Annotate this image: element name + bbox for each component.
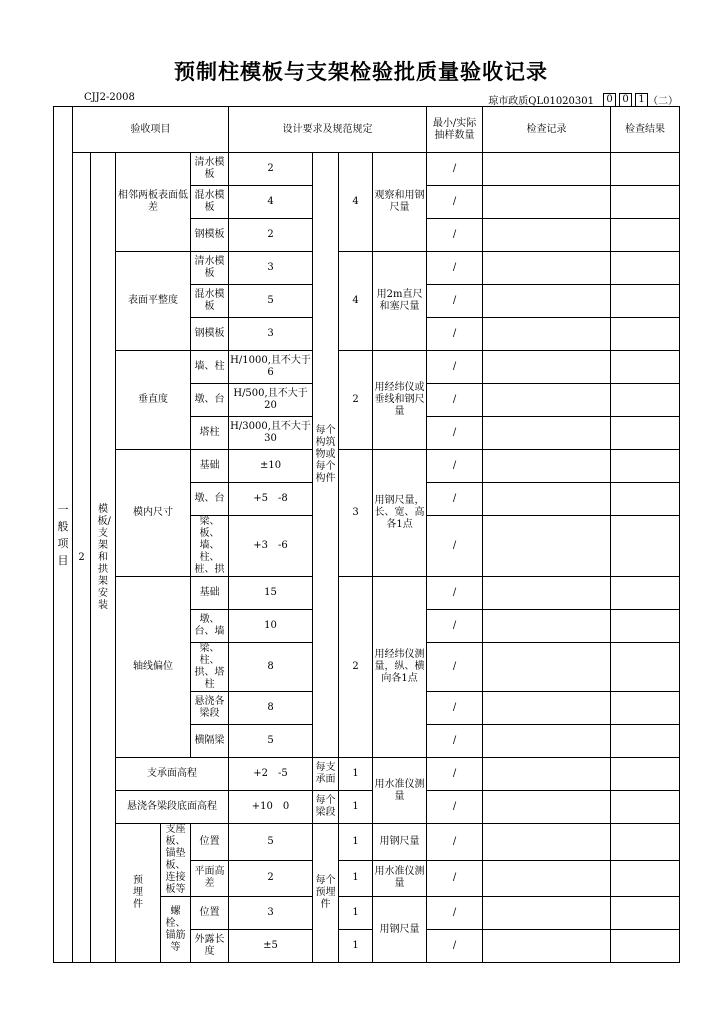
row-12-record[interactable] (483, 516, 611, 577)
row-10-mark: / (427, 450, 483, 483)
count-d: 3 (339, 450, 373, 577)
section-bolt: 螺栓、锚筋等 (161, 897, 191, 963)
row-13-result[interactable] (611, 577, 680, 610)
row-4-item: 清水模板 (191, 252, 229, 285)
row-17-mark: / (427, 725, 483, 758)
row-6-record[interactable] (483, 318, 611, 351)
row-6-result[interactable] (611, 318, 680, 351)
row-16-item: 悬浇各梁段 (191, 692, 229, 725)
row-12-mark: / (427, 516, 483, 577)
count-a: 4 (339, 153, 373, 252)
row-13-item: 基础 (191, 577, 229, 610)
row-22-item: 位置 (191, 897, 229, 930)
row-14-value: 10 (229, 610, 313, 643)
method-g: 用钢尺量 (373, 897, 427, 963)
row-10-item: 基础 (191, 450, 229, 483)
range-embed: 每个预埋件 (313, 824, 339, 963)
row-16-record[interactable] (483, 692, 611, 725)
row-16-result[interactable] (611, 692, 680, 725)
row-21-value: 2 (229, 860, 313, 897)
row-23-value: ±5 (229, 930, 313, 963)
row-22-mark: / (427, 897, 483, 930)
row-11-item: 墩、台 (191, 483, 229, 516)
row-14-result[interactable] (611, 610, 680, 643)
row-1-mark: / (427, 153, 483, 186)
row-21-count: 1 (339, 860, 373, 897)
row-4-result[interactable] (611, 252, 680, 285)
row-10-result[interactable] (611, 450, 680, 483)
row-15-value: 8 (229, 643, 313, 692)
row-9-item: 塔柱 (191, 417, 229, 450)
row-12-item: 梁、板、墙、柱、桩、拱 (191, 516, 229, 577)
header-design: 设计要求及规范规定 (229, 107, 427, 153)
header-item: 验收项目 (73, 107, 229, 153)
row-19-value: +10 0 (229, 791, 313, 824)
row-15-item: 梁、柱、拱、塔柱 (191, 643, 229, 692)
row-22-record[interactable] (483, 897, 611, 930)
row-19-range: 每个梁段 (313, 791, 339, 824)
row-21-record[interactable] (483, 860, 611, 897)
row-7-item: 墙、柱 (191, 351, 229, 384)
row-2-value: 4 (229, 186, 313, 219)
form-number-box-2: 0 (619, 93, 632, 107)
section-embedded (116, 824, 161, 963)
row-16-mark: / (427, 692, 483, 725)
row-23-item: 外露长度 (191, 930, 229, 963)
row-8-record[interactable] (483, 384, 611, 417)
row-10-record[interactable] (483, 450, 611, 483)
row-22-value: 3 (229, 897, 313, 930)
category-cell (54, 107, 73, 963)
category-label: 一般项目 (57, 502, 69, 567)
row-2-mark: / (427, 186, 483, 219)
row-21-method: 用水准仪测量 (373, 860, 427, 897)
row-20-method: 用钢尺量 (373, 824, 427, 861)
row-19-count: 1 (339, 791, 373, 824)
row-1-value: 2 (229, 153, 313, 186)
row-23-mark: / (427, 930, 483, 963)
row-14-item: 墩、台、墙 (191, 610, 229, 643)
row-23-result[interactable] (611, 930, 680, 963)
row-6-value: 3 (229, 318, 313, 351)
form-number-box-3: 1 (635, 93, 648, 107)
row-21-result[interactable] (611, 860, 680, 897)
row-21-item: 平面高差 (191, 860, 229, 897)
row-8-value: H/500,且不大于20 (229, 384, 313, 417)
row-7-record[interactable] (483, 351, 611, 384)
row-6-mark: / (427, 318, 483, 351)
row-17-record[interactable] (483, 725, 611, 758)
method-c: 用经纬仪或垂线和钢尺量 (373, 351, 427, 450)
row-20-result[interactable] (611, 824, 680, 861)
row-3-value: 2 (229, 219, 313, 252)
method-f: 用水准仪测量 (373, 758, 427, 824)
row-8-item: 墩、台 (191, 384, 229, 417)
row-11-record[interactable] (483, 483, 611, 516)
row-18-record[interactable] (483, 758, 611, 791)
row-5-mark: / (427, 285, 483, 318)
row-4-record[interactable] (483, 252, 611, 285)
row-8-mark: / (427, 384, 483, 417)
row-22-result[interactable] (611, 897, 680, 930)
row-20-value: 5 (229, 824, 313, 861)
row-18-result[interactable] (611, 758, 680, 791)
group-label: 模板/支架和拱架安装 (97, 503, 111, 611)
row-19-result[interactable] (611, 791, 680, 824)
section-cantilever: 悬浇各梁段底面高程 (116, 791, 229, 824)
row-18-mark: / (427, 758, 483, 791)
form-number-box-1: 0 (603, 93, 616, 107)
row-9-mark: / (427, 417, 483, 450)
row-2-item: 混水模板 (191, 186, 229, 219)
row-6-item: 钢模板 (191, 318, 229, 351)
row-21-mark: / (427, 860, 483, 897)
row-17-value: 5 (229, 725, 313, 758)
row-23-record[interactable] (483, 930, 611, 963)
section-inner-size: 模内尺寸 (116, 450, 191, 577)
embedded-label: 预埋件 (133, 875, 143, 910)
section-vertical: 垂直度 (116, 351, 191, 450)
row-12-result[interactable] (611, 516, 680, 577)
row-20-record[interactable] (483, 824, 611, 861)
item-number-cell: 2 (73, 153, 91, 963)
row-4-value: 3 (229, 252, 313, 285)
row-13-record[interactable] (483, 577, 611, 610)
row-18-range: 每支承面 (313, 758, 339, 791)
row-9-record[interactable] (483, 417, 611, 450)
row-15-record[interactable] (483, 643, 611, 692)
header-record: 检查记录 (483, 107, 611, 153)
row-11-mark: / (427, 483, 483, 516)
group-cell (91, 153, 116, 963)
method-d: 用钢尺量，长、宽、高各1点 (373, 450, 427, 577)
row-7-mark: / (427, 351, 483, 384)
row-14-mark: / (427, 610, 483, 643)
row-22-count: 1 (339, 897, 373, 930)
method-e: 用经纬仪测量，纵、横向各1点 (373, 577, 427, 758)
row-5-value: 5 (229, 285, 313, 318)
row-12-value: +3 -6 (229, 516, 313, 577)
row-1-item: 清水模板 (191, 153, 229, 186)
row-5-result[interactable] (611, 285, 680, 318)
row-5-item: 混水模板 (191, 285, 229, 318)
row-20-item: 位置 (191, 824, 229, 861)
row-17-result[interactable] (611, 725, 680, 758)
row-13-value: 15 (229, 577, 313, 610)
method-a: 观察和用钢尺量 (373, 153, 427, 252)
section-axis: 轴线偏位 (116, 577, 191, 758)
section-support-pad: 支座板、锚垫板、连接板等 (161, 824, 191, 897)
form-number-prefix: 琼市政质QL01020301 (488, 96, 594, 107)
row-4-mark: / (427, 252, 483, 285)
row-3-mark: / (427, 219, 483, 252)
row-2-result[interactable] (611, 186, 680, 219)
row-9-value: H/3000,且不大于30 (229, 417, 313, 450)
row-5-record[interactable] (483, 285, 611, 318)
section-bearing: 支承面高程 (116, 758, 229, 791)
row-1-result[interactable] (611, 153, 680, 186)
row-1-record[interactable] (483, 153, 611, 186)
row-15-result[interactable] (611, 643, 680, 692)
row-8-result[interactable] (611, 384, 680, 417)
row-23-count: 1 (339, 930, 373, 963)
row-20-count: 1 (339, 824, 373, 861)
row-3-record[interactable] (483, 219, 611, 252)
row-18-count: 1 (339, 758, 373, 791)
section-flatness: 表面平整度 (116, 252, 191, 351)
row-19-mark: / (427, 791, 483, 824)
row-3-result[interactable] (611, 219, 680, 252)
row-14-record[interactable] (483, 610, 611, 643)
row-17-item: 横隔梁 (191, 725, 229, 758)
standard-code: CJJ2-2008 (84, 92, 135, 103)
row-19-record[interactable] (483, 791, 611, 824)
header-result: 检查结果 (611, 107, 680, 153)
range-main: 每个构筑物或每个构件 (313, 153, 339, 758)
count-b: 4 (339, 252, 373, 351)
row-7-result[interactable] (611, 351, 680, 384)
row-11-value: +5 -8 (229, 483, 313, 516)
inspection-table (53, 106, 680, 963)
header-sample: 最小/实际抽样数量 (427, 107, 483, 153)
method-b: 用2m直尺和塞尺量 (373, 252, 427, 351)
row-2-record[interactable] (483, 186, 611, 219)
count-e: 2 (339, 577, 373, 758)
row-20-mark: / (427, 824, 483, 861)
row-3-item: 钢模板 (191, 219, 229, 252)
row-18-value: +2 -5 (229, 758, 313, 791)
row-15-mark: / (427, 643, 483, 692)
form-number-suffix: （二） (648, 96, 678, 107)
form-number (488, 92, 678, 107)
row-11-result[interactable] (611, 483, 680, 516)
page-title: 预制柱模板与支架检验批质量验收记录 (174, 60, 548, 84)
row-13-mark: / (427, 577, 483, 610)
section-adjacent: 相邻两板表面低差 (116, 153, 191, 252)
count-c: 2 (339, 351, 373, 450)
row-10-value: ±10 (229, 450, 313, 483)
row-16-value: 8 (229, 692, 313, 725)
row-7-value: H/1000,且不大于6 (229, 351, 313, 384)
row-9-result[interactable] (611, 417, 680, 450)
